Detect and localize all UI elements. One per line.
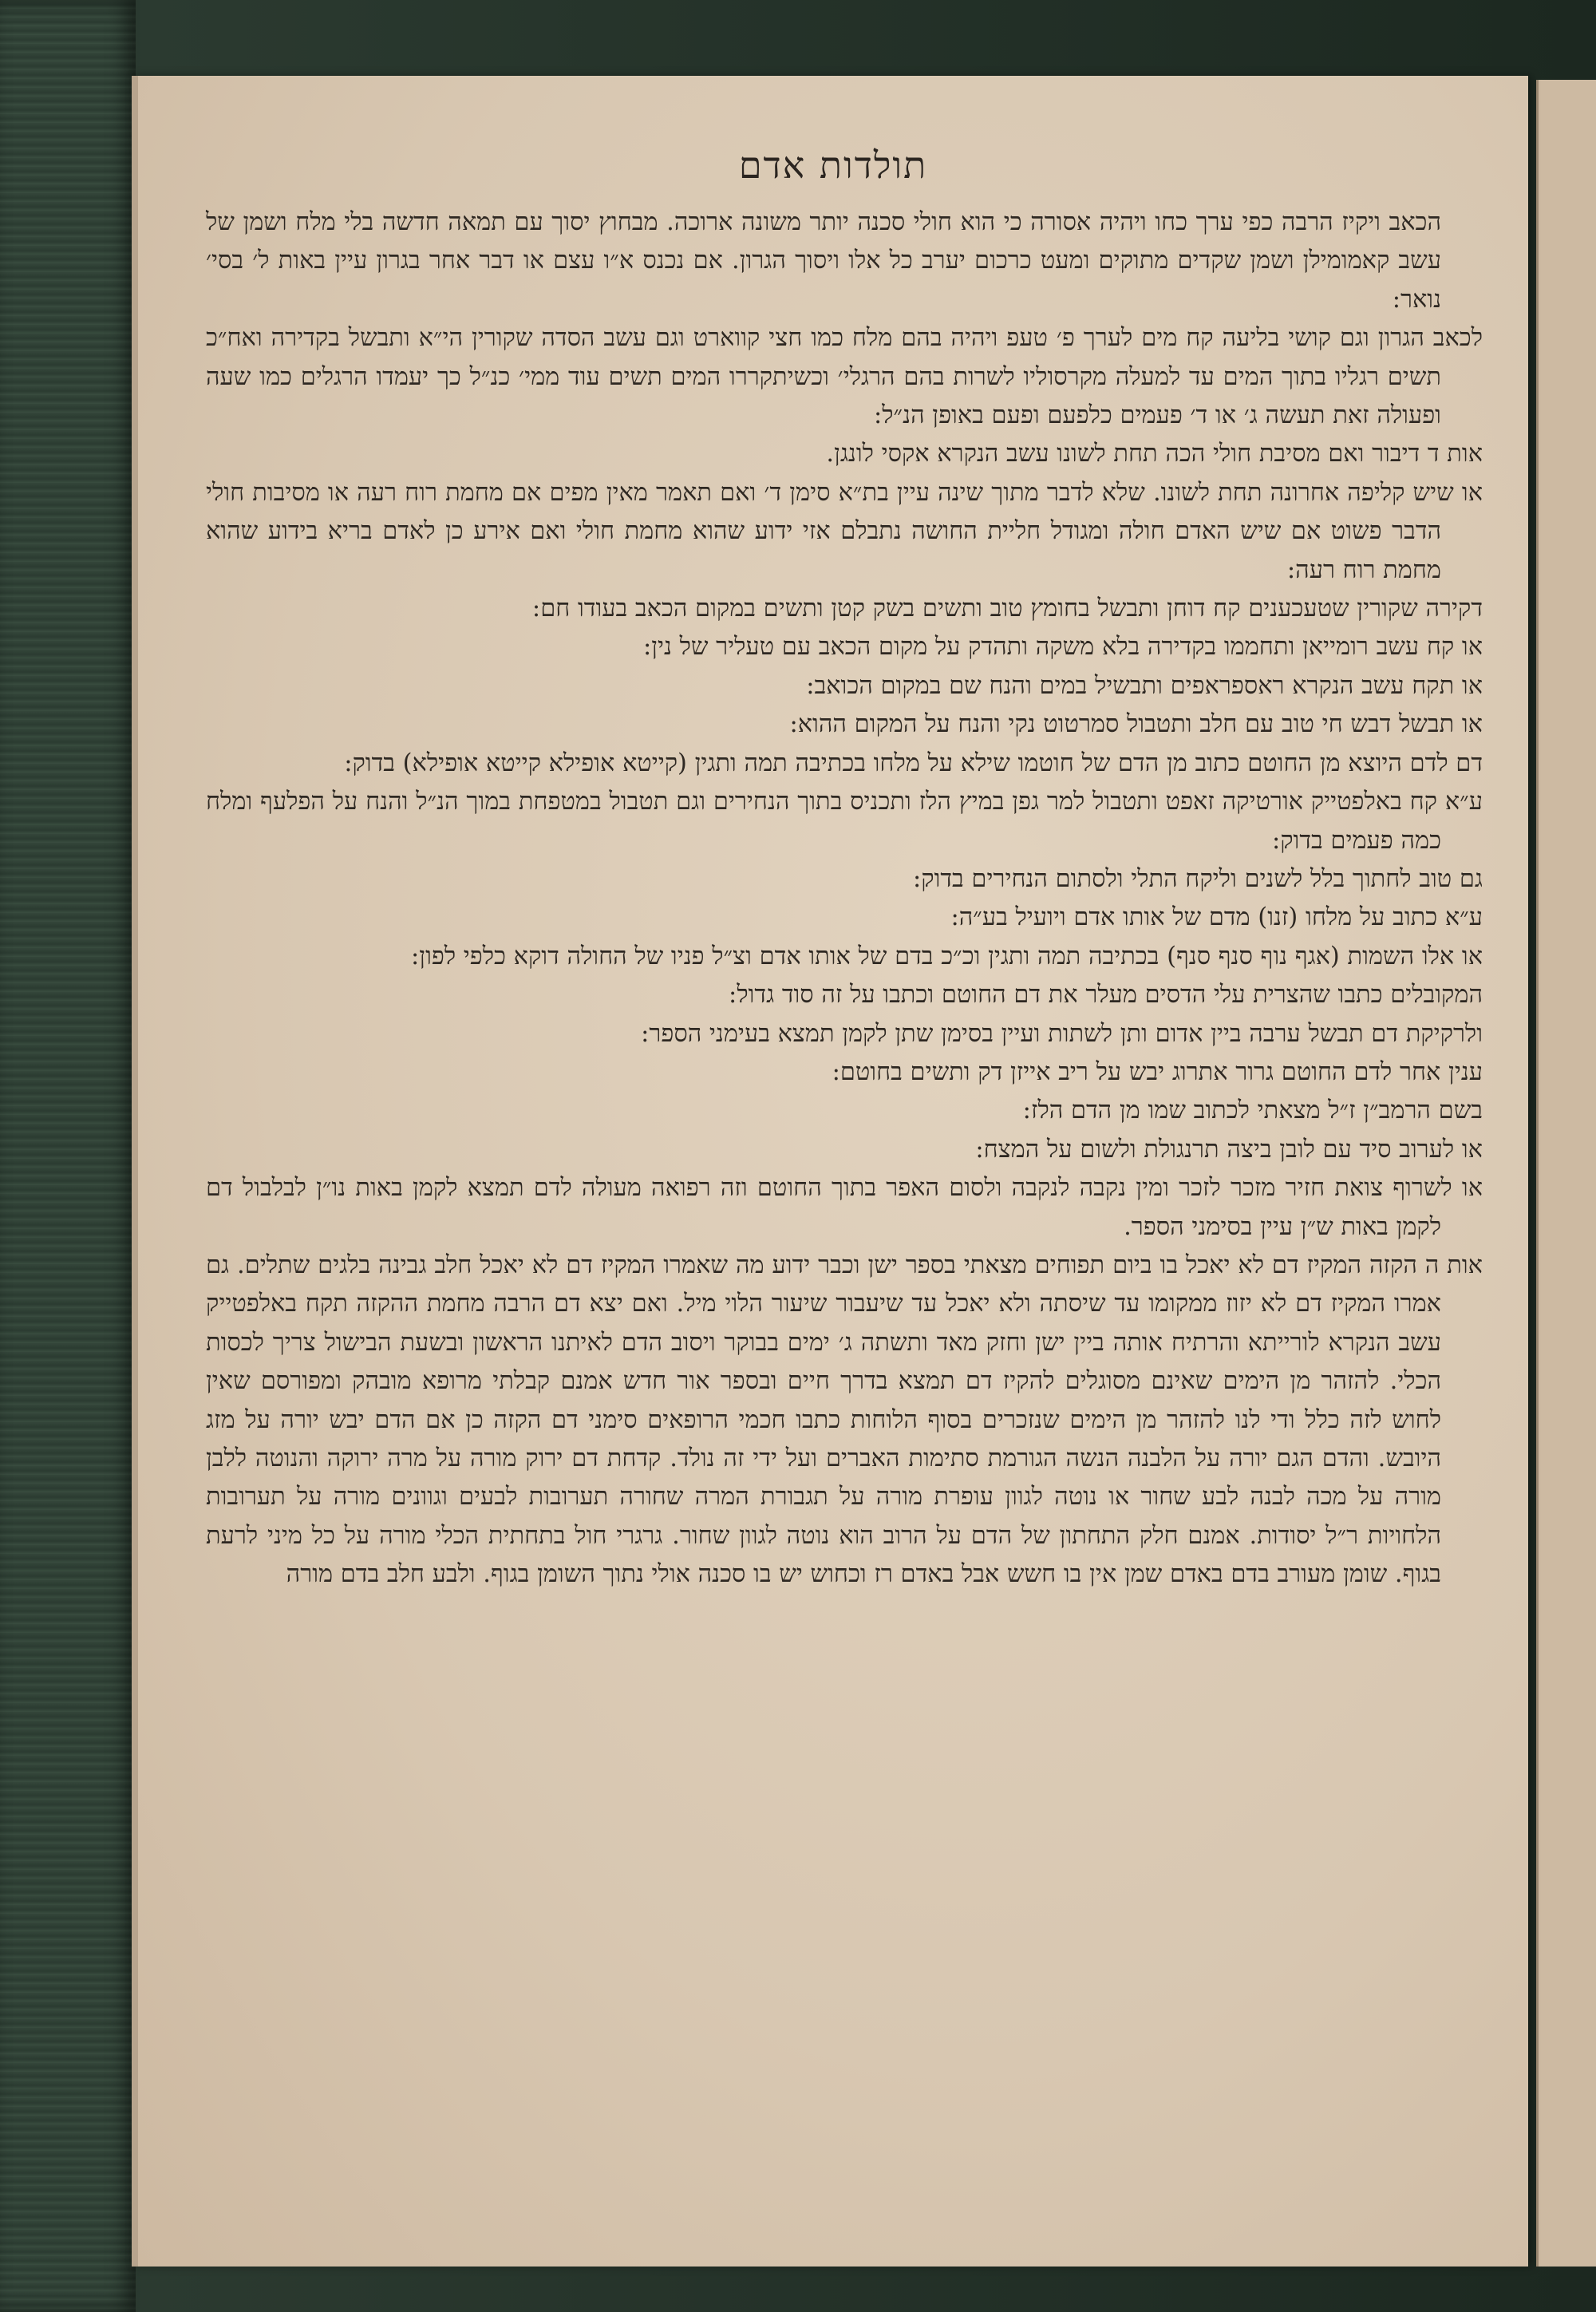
paragraph: גם טוב לחתוך בלל לשנים וליקח התלי ולסתום הנחירים בדוק: <box>912 864 1483 893</box>
paragraph: או תקח עשב הנקרא ראספראפים ותבשיל במים והנח שם במקום הכואב: <box>806 671 1483 700</box>
paragraph: או לשרוף צואת חזיר מזכר לזכר ומין נקבה לנקבה ולסום האפר בתוך החוטם וזה רפואה מעולה לדם תמצא לקמן באות נו״ן לבלבול דם לקמן באות ש״ן עיין בסימני הספר. <box>206 1174 1483 1241</box>
paragraph: בשם הרמב״ן ז״ל מצאתי לכתוב שמו מן הדם הלז: <box>1022 1097 1483 1125</box>
paragraph: דקירה שקורין שטעכענים קח דוחן ותבשל בחומץ טוב ותשים בשק קטן ותשים במקום הכאב בעודו חם: <box>531 595 1483 623</box>
paragraph: ולרקיקת דם תבשל ערבה ביין אדום ותן לשתות ועיין בסימן שתן לקמן תמצא בעימני הספר: <box>641 1019 1483 1048</box>
adjacent-page-edge <box>1536 80 1596 2267</box>
paragraph: ע״א קח באלפטייק אורטיקה זאפט ותטבול למר גפן במיץ הלז ותכניס בתוך הנחירים וגם תטבול במטפחת במוך הנ״ל והנח על הפלעף ומלח כמה פעמים בדוק: <box>206 788 1483 855</box>
paragraph: הכאב ויקיז הרבה כפי ערך כחו ויהיה אסורה כי הוא חולי סכנה יותר משונה ארוכה. מבחוץ יסוך עם תמאה חדשה בלי מלח ושמן של עשב קאמומילן ושמן שקדים מתוקים ומעט כרכום יערב כל אלו ויסוך הגרון. אם נכנס א״ו עצם או דבר אחר בגרון עיין באות ל׳ בסי׳ נואר: <box>206 208 1441 314</box>
paragraph: או לערוב סיד עם לובן ביצה תרנגולת ולשום על המצח: <box>975 1135 1483 1164</box>
paragraph: ענין אחר לדם החוטם גרור אתרוג יבש על ריב אייזן דק ותשים בחוטם: <box>832 1057 1483 1086</box>
paragraph: או שיש קליפה אחרונה תחת לשונו. שלא לדבר מתוך שינה עיין בת״א סימן ד׳ ואם תאמר מאין מפים אם מחמת רוח רעה או מסיבות חולי הדבר פשוט אם שיש האדם חולה ומגודל חליית החושה נתבלם אזי ידוע שהוא מחמת חולי ואם אירע כן לאדם בריא בידוע שהוא מחמת רוח רעה: <box>206 478 1483 584</box>
paragraph: או תבשל דבש חי טוב עם חלב ותטבול סמרטוט נקי והנח על המקום ההוא: <box>789 710 1483 739</box>
paragraph: או אלו השמות (אגף נוף סנף סנף) בכתיבה תמה ותגין וכ״כ בדם של אותו אדם וצ״ל פניו של החולה דוקא כלפי לפון: <box>411 942 1483 970</box>
paragraph: ע״א כתוב על מלחו (זנו) מדם של אותו אדם ויועיל בע״ה: <box>950 903 1483 932</box>
paragraph: המקובלים כתבו שהצרית עלי הדסים מעלר את דם החוטם וכתבו על זה סוד גדול: <box>729 981 1483 1010</box>
paragraph: לכאב הגרון וגם קושי בליעה קח מים לערך פ׳ טעפ ויהיה בהם מלח כמו חצי קווארט וגם עשב הסדה שקורין הי״א ותבשל בקדירה ואח״כ תשים רגליו בתוך המים עד למעלה מקרסוליו לשרות בהם הרגלי׳ וכשיתקררו המים תשים עוד ממי׳ כנ״ל כך יעמדו הרגלים כמו שעה ופעולה זאת תעשה ג׳ או ד׳ פעמים כלפעם ופעם באופן הנ״ל: <box>206 324 1483 430</box>
paragraph: אות ד דיבור ואם מסיבת חולי הכה תחת לשונו עשב הנקרא אקסי לונגן. <box>826 440 1483 468</box>
page-body-text <box>206 204 1483 1595</box>
paragraph: דם לדם היוצא מן החוטם כתוב מן הדם של חוטמו שילא על מלחו בכתיבה תמה ותגין (קייטא אופילא קייטא אופילא) בדוק: <box>344 749 1483 777</box>
paragraph: או קח עשב רומייאן ותחממו בקדירה בלא משקה ותהדק על מקום הכאב עם טעליר של נין: <box>642 633 1483 662</box>
book-page <box>132 76 1528 2267</box>
running-header: תולדות אדם <box>738 144 928 187</box>
paragraph: אות ה הקזה המקיז דם לא יאכל בו ביום תפוחים מצאתי בספר ישן וכבר ידוע מה שאמרו המקיז דם לא יאכל חלב גבינה בלגים שתלים. גם אמרו המקיז דם לא יזוז ממקומו עד שיסתה ולא יאכל עד שיעבור שיעור הלוי מיל. ואם יצא דם הרבה מחמת ההקזה תקח באלפטייק עשב הנקרא לורייתא והרתיח אותה ביין ישן וחזק מאד ותשתה ג׳ ימים בבוקר ויסוב הדם לאיתנו הראשון ובשעת הבישול צריך לכסות הכלי. להזהר מן הימים שאינם מסוגלים להקיז דם תמצא בדרך חיים ובספר אור חדש אמנם קבלתי מרופא מובהק ומפורסם שאין לחוש לזה כלל ודי לנו להזהר מן הימים שנזכרים בסוף הלוחות כתבו חכמי הרופאים סימני דם הקזה כן אם הדם יבש יורה על מזג היובש. והדם הגם יורה על הלבנה הנשה הגורמת סתימות האברים ועל ידי זה נולד. קדחת דם ירוק מורה על מרה ירוקה והנוטה ללבן מורה על מכה לבנה לבע שחור או נוטה לגוון עופרת מורה על תגבורת המרה שחורה תערובות לבעים וגוונים מורה על תערובות הלחויות ר״ל יסודות. אמנם חלק התחתון של הדם על הרוב הוא נוטה לגוון שחור. גרגרי חול בתחתית הכלי מורה על כל מיני לרעת בגוף. שומן מעורב בדם באדם שמן אין בו חשש אבל באדם רז וכחוש יש בו סכנה אולי נתוך השומן בגוף. ולבע חלב בדם מורה <box>206 1251 1483 1589</box>
book-spine <box>0 0 136 2312</box>
